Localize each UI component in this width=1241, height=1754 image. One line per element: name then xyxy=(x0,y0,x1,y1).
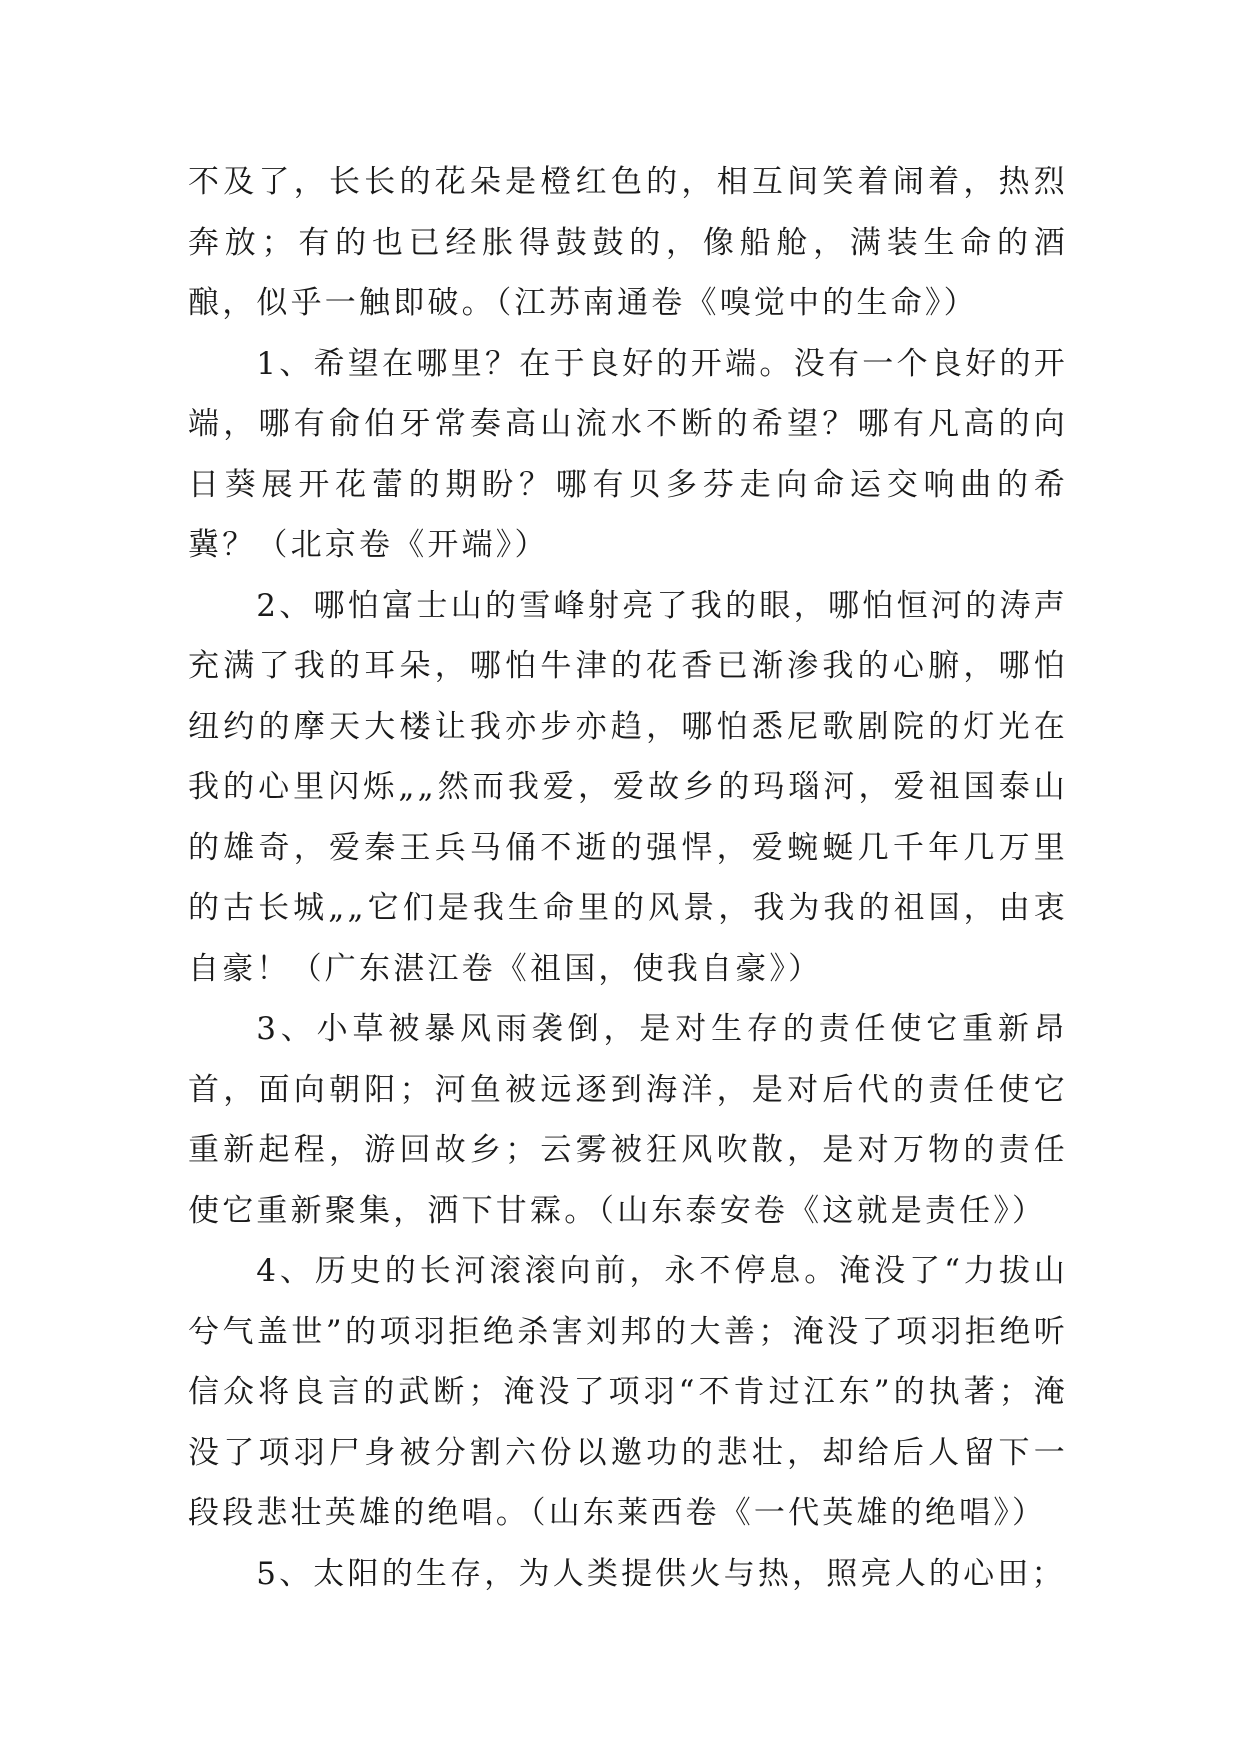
paragraph-5: 5、太阳的生存，为人类提供火与热，照亮人的心田； xyxy=(256,1555,1066,1592)
paragraph-2: 2、哪怕富士山的雪峰射亮了我的眼，哪怕恒河的涛声充满了我的耳朵，哪怕牛津的花香已渐渗我的心腑，哪怕纽约的摩天大楼让我亦步亦趋，哪怕悉尼歌剧院的灯光在我的心里闪烁„„然而我爱，爱故乡的玛瑙河，爱祖国泰山的雄奇，爱秦王兵马俑不逝的强悍，爱蜿蜒几千年几万里的古长城„„它们是我生命里的风景，我为我的祖国，由衷自豪！（广东湛江卷《祖国，使我自豪》） xyxy=(188,587,1068,987)
paragraph-1: 1、希望在哪里？在于良好的开端。没有一个良好的开端，哪有俞伯牙常奏高山流水不断的希望？哪有凡高的向日葵展开花蕾的期盼？哪有贝多芬走向命运交响曲的希冀？（北京卷《开端》） xyxy=(188,345,1068,563)
paragraph-4: 4、历史的长河滚滚向前，永不停息。淹没了“力拔山兮气盖世”的项羽拒绝杀害刘邦的大善；淹没了项羽拒绝听信众将良言的武断；淹没了项羽“不肯过江东”的执著；淹没了项羽尸身被分割六份以邀功的悲壮，却给后人留下一段段悲壮英雄的绝唱。（山东莱西卷《一代英雄的绝唱》） xyxy=(188,1253,1068,1531)
paragraph-3: 3、小草被暴风雨袭倒，是对生存的责任使它重新昂首，面向朝阳；河鱼被远逐到海洋，是对后代的责任使它重新起程，游回故乡；云雾被狂风吹散，是对万物的责任使它重新聚集，洒下甘霖。（山东泰安卷《这就是责任》） xyxy=(188,1011,1068,1229)
document-page xyxy=(188,152,1068,1604)
paragraph-continuation: 不及了，长长的花朵是橙红色的，相互间笑着闹着，热烈奔放；有的也已经胀得鼓鼓的，像船舱，满装生命的酒酿，似乎一触即破。（江苏南通卷《嗅觉中的生命》） xyxy=(188,164,1068,321)
